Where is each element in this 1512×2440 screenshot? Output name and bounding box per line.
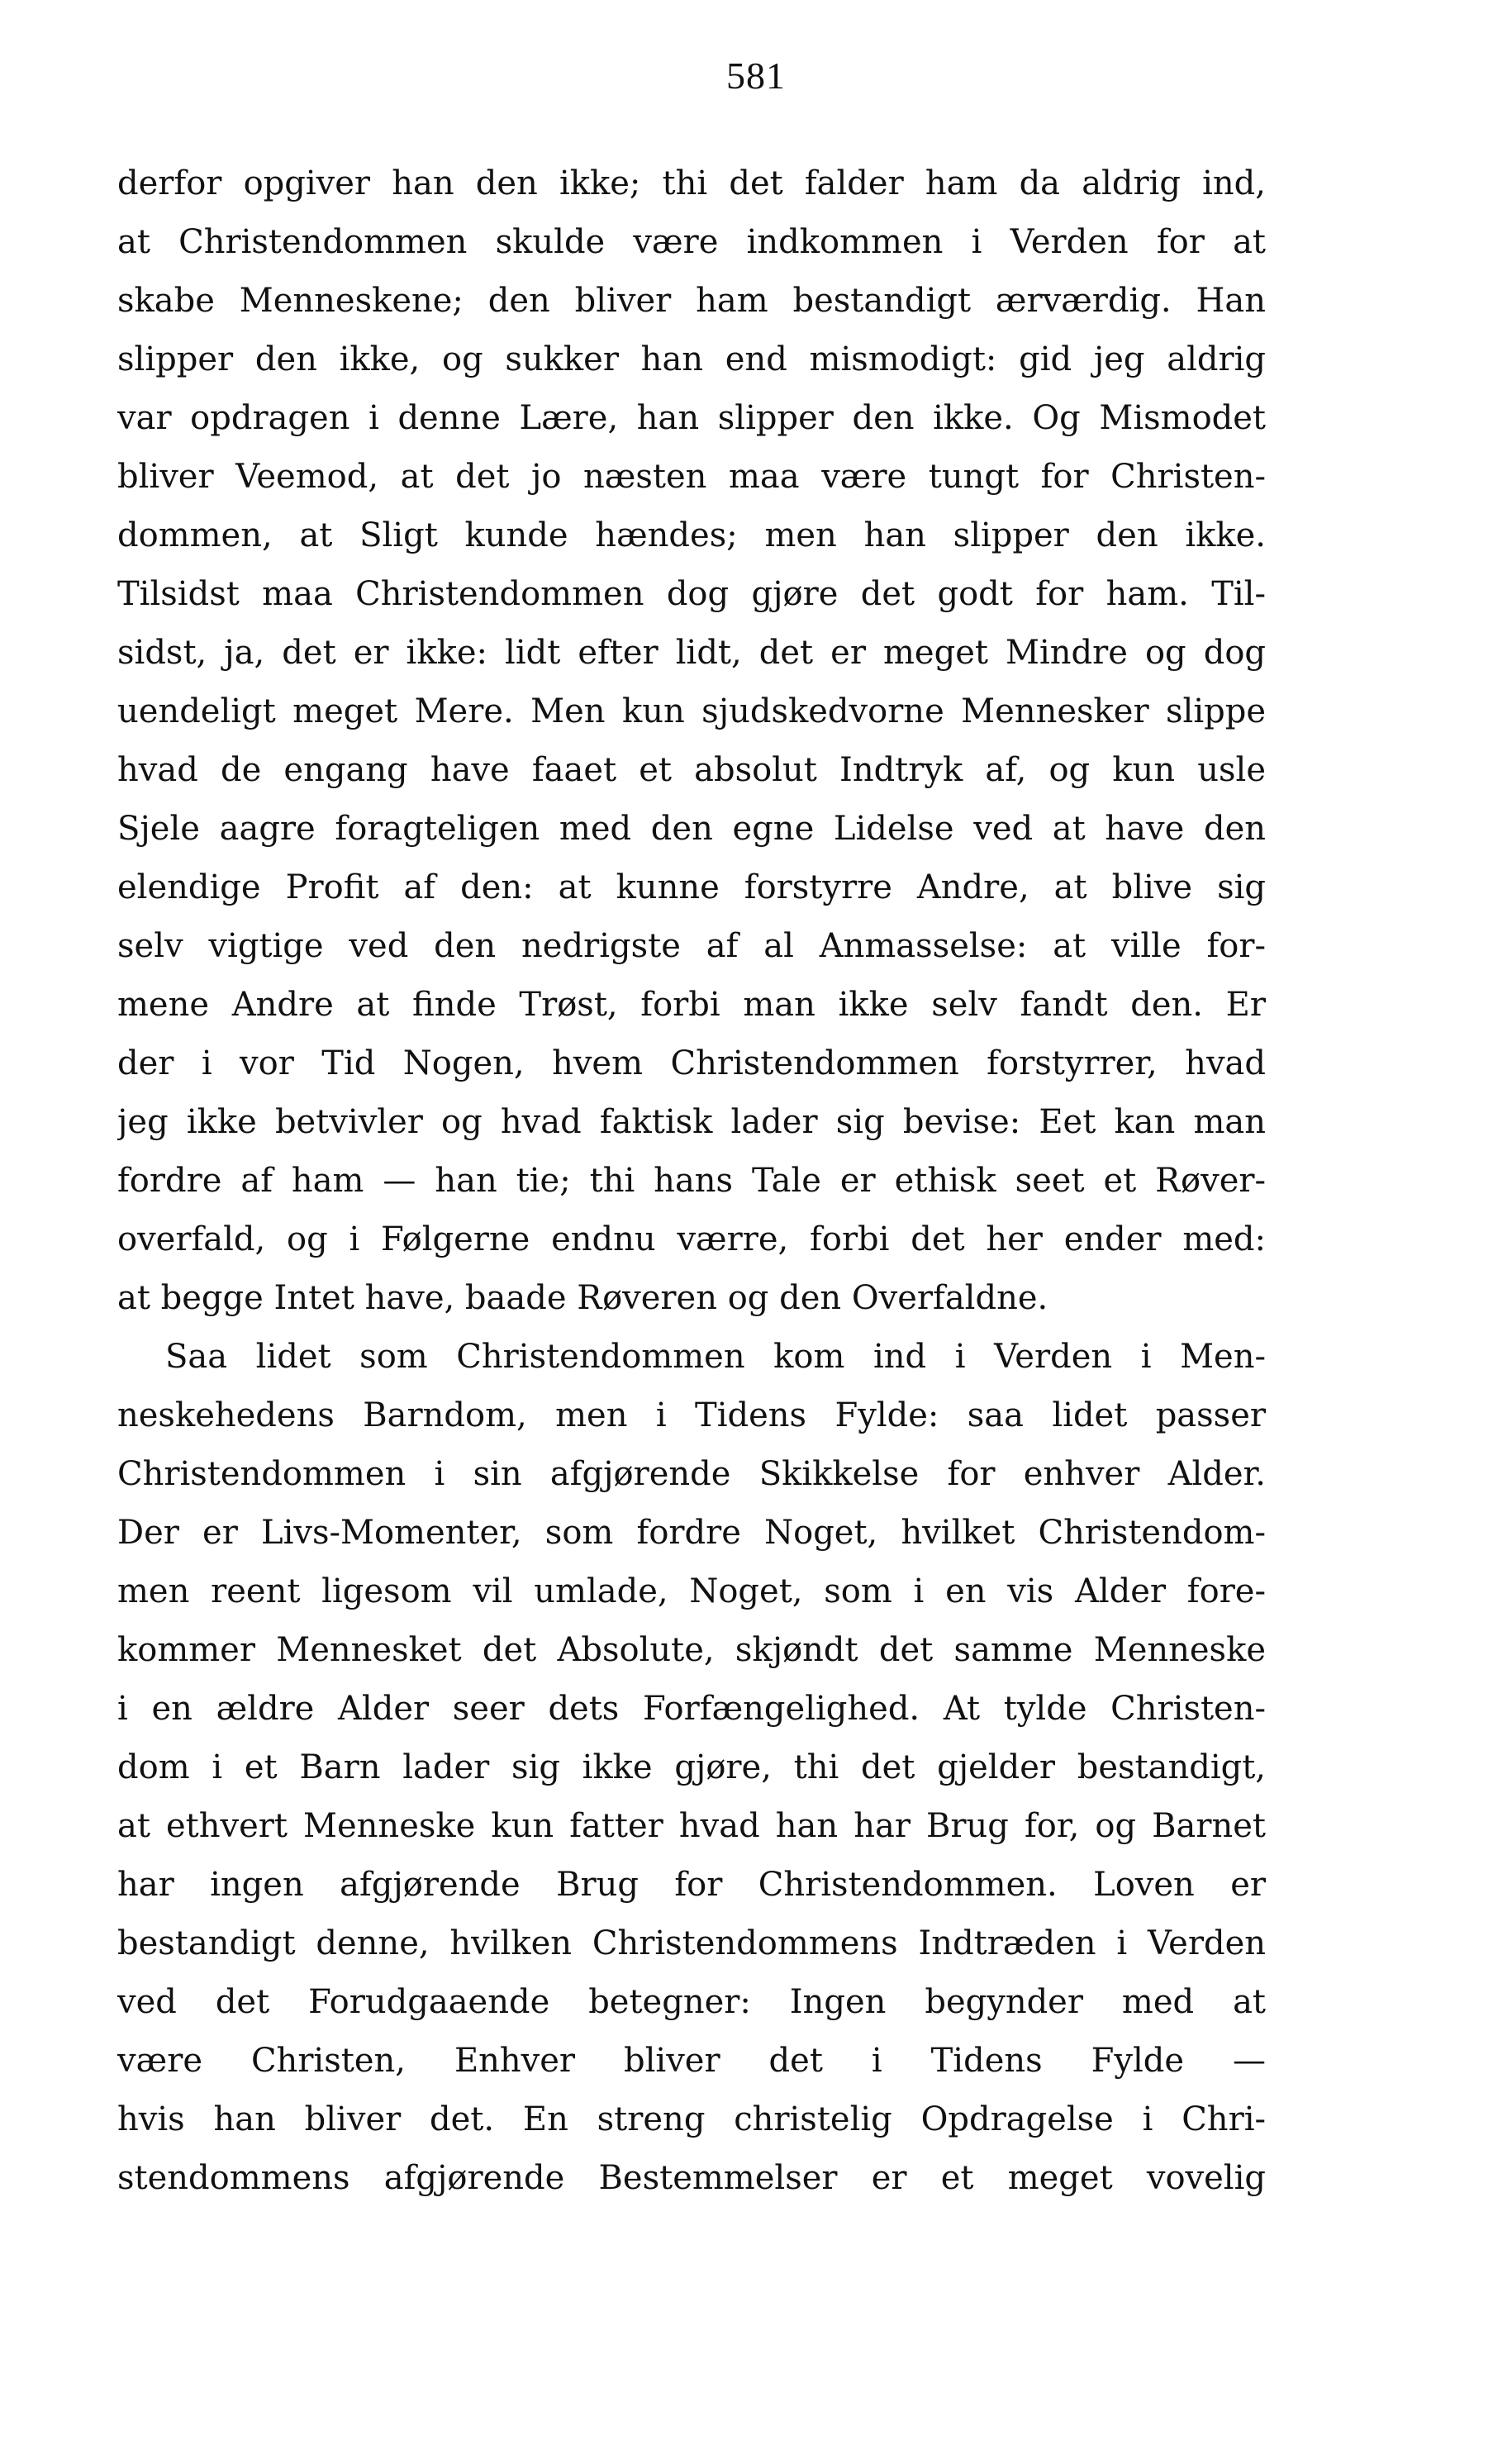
text-line: dom i et Barn lader sig ikke gjøre, thi det gjelder bestandigt, xyxy=(117,1748,1266,1786)
text-line: dommen, at Sligt kunde hændes; men han slipper den ikke. xyxy=(117,516,1266,554)
page-number: 581 xyxy=(726,55,786,97)
text-line: Christendommen i sin afgjørende Skikkelse for enhver Alder. xyxy=(117,1455,1266,1493)
text-line: hvis han bliver det. En streng christelig Opdragelse i Chri- xyxy=(117,2100,1266,2138)
text-line: slipper den ikke, og sukker han end mismodigt: gid jeg aldrig xyxy=(117,340,1266,378)
text-line: derfor opgiver han den ikke; thi det falder ham da aldrig ind, xyxy=(117,164,1266,202)
text-line: overfald, og i Følgerne endnu værre, forbi det her ender med: xyxy=(117,1220,1266,1258)
text-line: skabe Menneskene; den bliver ham bestandigt ærværdig. Han xyxy=(117,282,1266,320)
text-line: uendeligt meget Mere. Men kun sjudskedvorne Mennesker slippe xyxy=(117,692,1266,730)
text-line: jeg ikke betvivler og hvad faktisk lader sig bevise: Eet kan man xyxy=(117,1103,1266,1141)
text-line: mene Andre at finde Trøst, forbi man ikke selv fandt den. Er xyxy=(117,986,1266,1024)
text-line: i en ældre Alder seer dets Forfængelighed. At tylde Christen- xyxy=(117,1690,1266,1728)
text-line: neskehedens Barndom, men i Tidens Fylde: saa lidet passer xyxy=(117,1396,1266,1434)
text-line: kommer Mennesket det Absolute, skjøndt det samme Menneske xyxy=(117,1631,1266,1669)
text-line: Tilsidst maa Christendommen dog gjøre det godt for ham. Til- xyxy=(117,575,1266,613)
text-line: Der er Livs-Momenter, som fordre Noget, hvilket Christendom- xyxy=(117,1514,1266,1552)
text-line: ved det Forudgaaende betegner: Ingen begynder med at xyxy=(117,1983,1266,2021)
text-line: der i vor Tid Nogen, hvem Christendommen forstyrrer, hvad xyxy=(117,1044,1266,1082)
paragraph-first-line: Saa lidet som Christendommen kom ind i Verden i Men- xyxy=(165,1338,1266,1376)
text-line: sidst, ja, det er ikke: lidt efter lidt, det er meget Mindre og dog xyxy=(117,634,1266,672)
text-line: bestandigt denne, hvilken Christendommens Indtræden i Verden xyxy=(117,1924,1266,1962)
text-line: elendige Profit af den: at kunne forstyrre Andre, at blive sig xyxy=(117,868,1266,906)
text-line: stendommens afgjørende Bestemmelser er et meget vovelig xyxy=(117,2159,1266,2197)
text-line: bliver Veemod, at det jo næsten maa være tungt for Christen- xyxy=(117,458,1266,496)
text-line: men reent ligesom vil umlade, Noget, som i en vis Alder fore- xyxy=(117,1572,1266,1610)
text-line: var opdragen i denne Lære, han slipper den ikke. Og Mismodet xyxy=(117,399,1266,437)
text-line: at Christendommen skulde være indkommen i Verden for at xyxy=(117,223,1266,261)
text-line: fordre af ham — han tie; thi hans Tale er ethisk seet et Røver- xyxy=(117,1162,1266,1200)
text-line: at ethvert Menneske kun fatter hvad han har Brug for, og Barnet xyxy=(117,1807,1266,1845)
text-line: at begge Intet have, baade Røveren og den Overfaldne. xyxy=(117,1279,1048,1317)
text-line: være Christen, Enhver bliver det i Tidens Fylde — xyxy=(117,2042,1266,2080)
body-text xyxy=(117,155,1266,2208)
text-line: har ingen afgjørende Brug for Christendommen. Loven er xyxy=(117,1866,1266,1904)
text-line: Sjele aagre foragteligen med den egne Lidelse ved at have den xyxy=(117,810,1266,848)
text-line: hvad de engang have faaet et absolut Indtryk af, og kun usle xyxy=(117,751,1266,789)
text-line: selv vigtige ved den nedrigste af al Anmasselse: at ville for- xyxy=(117,927,1266,965)
